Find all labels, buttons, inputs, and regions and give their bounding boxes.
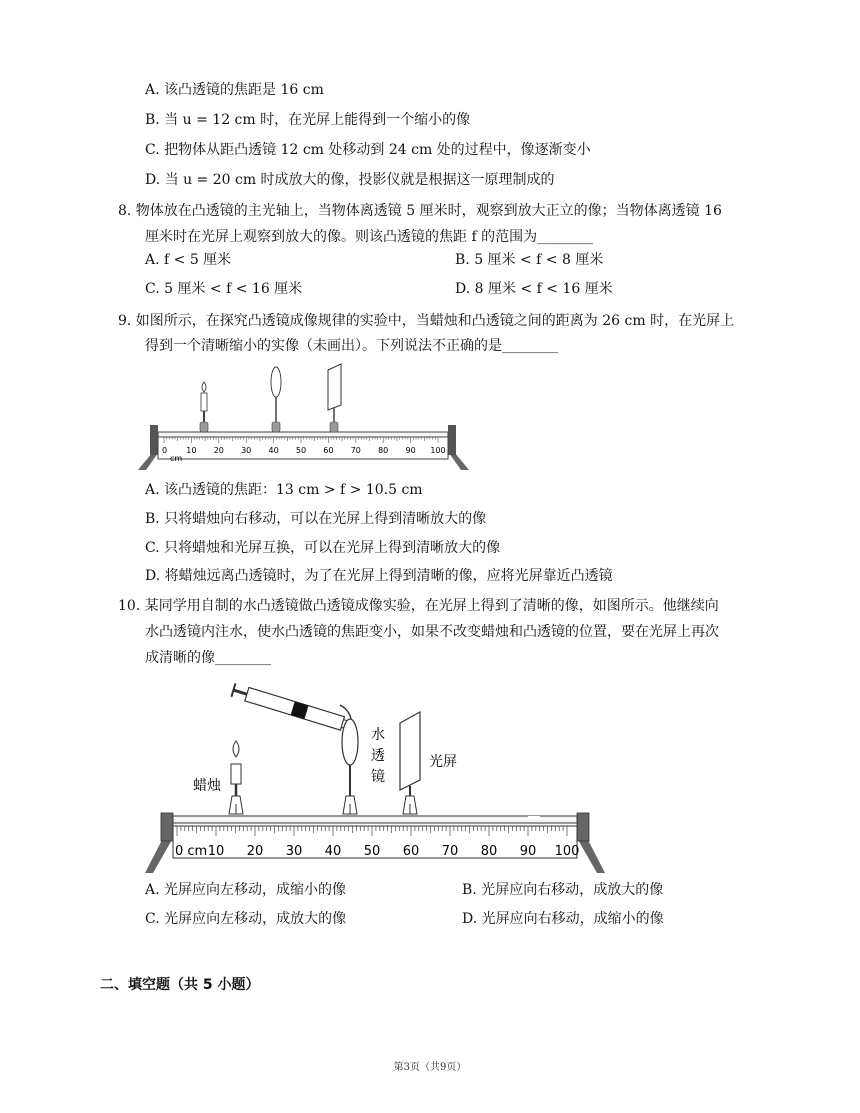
- page-footer: 第3页（共9页）: [393, 1062, 467, 1073]
- ruler-tick-label: 10: [186, 446, 197, 455]
- ruler-tick-label: 60: [402, 844, 420, 859]
- ruler-tick-label: 70: [441, 844, 459, 859]
- ruler-tick-label: 70: [350, 446, 361, 455]
- q9-bench-leg-right: [449, 453, 469, 470]
- q9-bench-end-left: [150, 425, 158, 455]
- q10-stem-line2: 水凸透镜内注水，使水凸透镜的焦距变小，如果不改变蜡烛和凸透镜的位置，要在光屏上再次: [145, 624, 719, 640]
- q8-option-c: C. 5 厘米 < f < 16 厘米: [145, 281, 303, 297]
- q10-bench-rail: [173, 816, 577, 823]
- ruler-tick-label: 0 cm: [175, 844, 208, 859]
- water-lens-icon: [342, 719, 358, 814]
- ruler-tick-label: 50: [363, 844, 381, 859]
- q9-bench-leg-left: [138, 453, 158, 470]
- ruler-tick-label: 20: [213, 446, 224, 455]
- ruler-tick-label: 80: [480, 844, 498, 859]
- q8-option-b: B. 5 厘米 < f < 8 厘米: [455, 252, 604, 268]
- q7-option-c: C. 把物体从距凸透镜 12 cm 处移动到 24 cm 处的过程中，像逐渐变小: [145, 142, 591, 158]
- screen-label: 光屏: [429, 754, 457, 770]
- syringe-icon: [231, 683, 352, 732]
- q9-stem-line1: 9. 如图所示，在探究凸透镜成像规律的实验中，当蜡烛和凸透镜之间的距离为 26 cm 时，在光屏上: [118, 313, 735, 329]
- lens-label-3: 镜: [371, 769, 385, 785]
- q10-option-b: B. 光屏应向右移动，成放大的像: [462, 882, 664, 898]
- candle-icon: [200, 382, 208, 432]
- q8-option-d: D. 8 厘米 < f < 16 厘米: [455, 281, 613, 297]
- ruler-tick-label: 40: [324, 844, 342, 859]
- q10-bench-end-right: [577, 813, 589, 841]
- ruler-tick-label: 100: [430, 446, 446, 455]
- light-screen-icon: [328, 364, 341, 432]
- q10-bench-leg-right: [577, 838, 605, 873]
- ruler-tick-label: 100: [554, 844, 580, 859]
- lens-label-1: 水: [371, 727, 385, 743]
- q10-option-d: D. 光屏应向右移动，成缩小的像: [462, 911, 664, 927]
- candle-icon: [229, 741, 243, 814]
- ruler-tick-label: 0: [162, 446, 168, 455]
- q10-option-c: C. 光屏应向左移动，成放大的像: [145, 911, 347, 927]
- light-screen-icon: [400, 712, 420, 814]
- q9-option-c: C. 只将蜡烛和光屏互换，可以在光屏上得到清晰放大的像: [145, 540, 501, 556]
- q9-option-b: B. 只将蜡烛向右移动，可以在光屏上得到清晰放大的像: [145, 511, 487, 527]
- q10-bench-leg-left: [145, 838, 173, 873]
- q10-stem-line3: 成清晰的像________: [145, 650, 271, 666]
- ruler-tick-label: 90: [405, 446, 416, 455]
- q10-option-a: A. 光屏应向左移动，成缩小的像: [145, 882, 347, 898]
- ruler-tick-label: 30: [241, 446, 252, 455]
- q9-optical-bench-figure: [130, 350, 480, 475]
- q9-stem-line2: 得到一个清晰缩小的实像（未画出）。下列说法不正确的是________: [145, 338, 558, 354]
- convex-lens-icon: [271, 367, 281, 432]
- candle-label: 蜡烛: [193, 778, 221, 794]
- q9-option-d: D. 将蜡烛远离凸透镜时，为了在光屏上得到清晰的像，应将光屏靠近凸透镜: [145, 568, 613, 584]
- ruler-tick-label: 10: [207, 844, 225, 859]
- q10-stem-line1: 10. 某同学用自制的水凸透镜做凸透镜成像实验，在光屏上得到了清晰的像，如图所示。他继续向: [118, 598, 719, 614]
- ruler-tick-label: 60: [323, 446, 334, 455]
- lens-label-2: 透: [371, 748, 385, 764]
- q9-ruler-unit: cm: [170, 454, 183, 463]
- ruler-tick-label: 90: [519, 844, 537, 859]
- q7-option-a: A. 该凸透镜的焦距是 16 cm: [145, 82, 324, 98]
- q8-stem-line1: 8. 物体放在凸透镜的主光轴上，当物体离透镜 5 厘米时，观察到放大正立的像；当物体离透镜 16: [118, 203, 722, 219]
- q10-bench-end-left: [161, 813, 173, 841]
- ruler-tick-label: 80: [378, 446, 389, 455]
- ruler-tick-label: 30: [285, 844, 303, 859]
- q8-stem-line2: 厘米时在光屏上观察到放大的像。则该凸透镜的焦距 f 的范围为________: [145, 229, 594, 245]
- ruler-tick-label: 20: [246, 844, 264, 859]
- q10-water-lens-figure: [145, 668, 605, 878]
- q7-option-d: D. 当 u = 20 cm 时成放大的像，投影仪就是根据这一原理制成的: [145, 172, 555, 188]
- section-title: 二、填空题（共 5 小题）: [100, 977, 260, 993]
- ruler-tick-label: 40: [268, 446, 279, 455]
- q9-bench-end-right: [448, 425, 456, 455]
- ruler-tick-label: 50: [295, 446, 307, 455]
- q7-option-b: B. 当 u = 12 cm 时，在光屏上能得到一个缩小的像: [145, 112, 471, 128]
- q9-option-a: A. 该凸透镜的焦距：13 cm > f > 10.5 cm: [145, 482, 423, 498]
- q8-option-a: A. f < 5 厘米: [145, 252, 232, 268]
- q9-bench-rail: [158, 432, 448, 437]
